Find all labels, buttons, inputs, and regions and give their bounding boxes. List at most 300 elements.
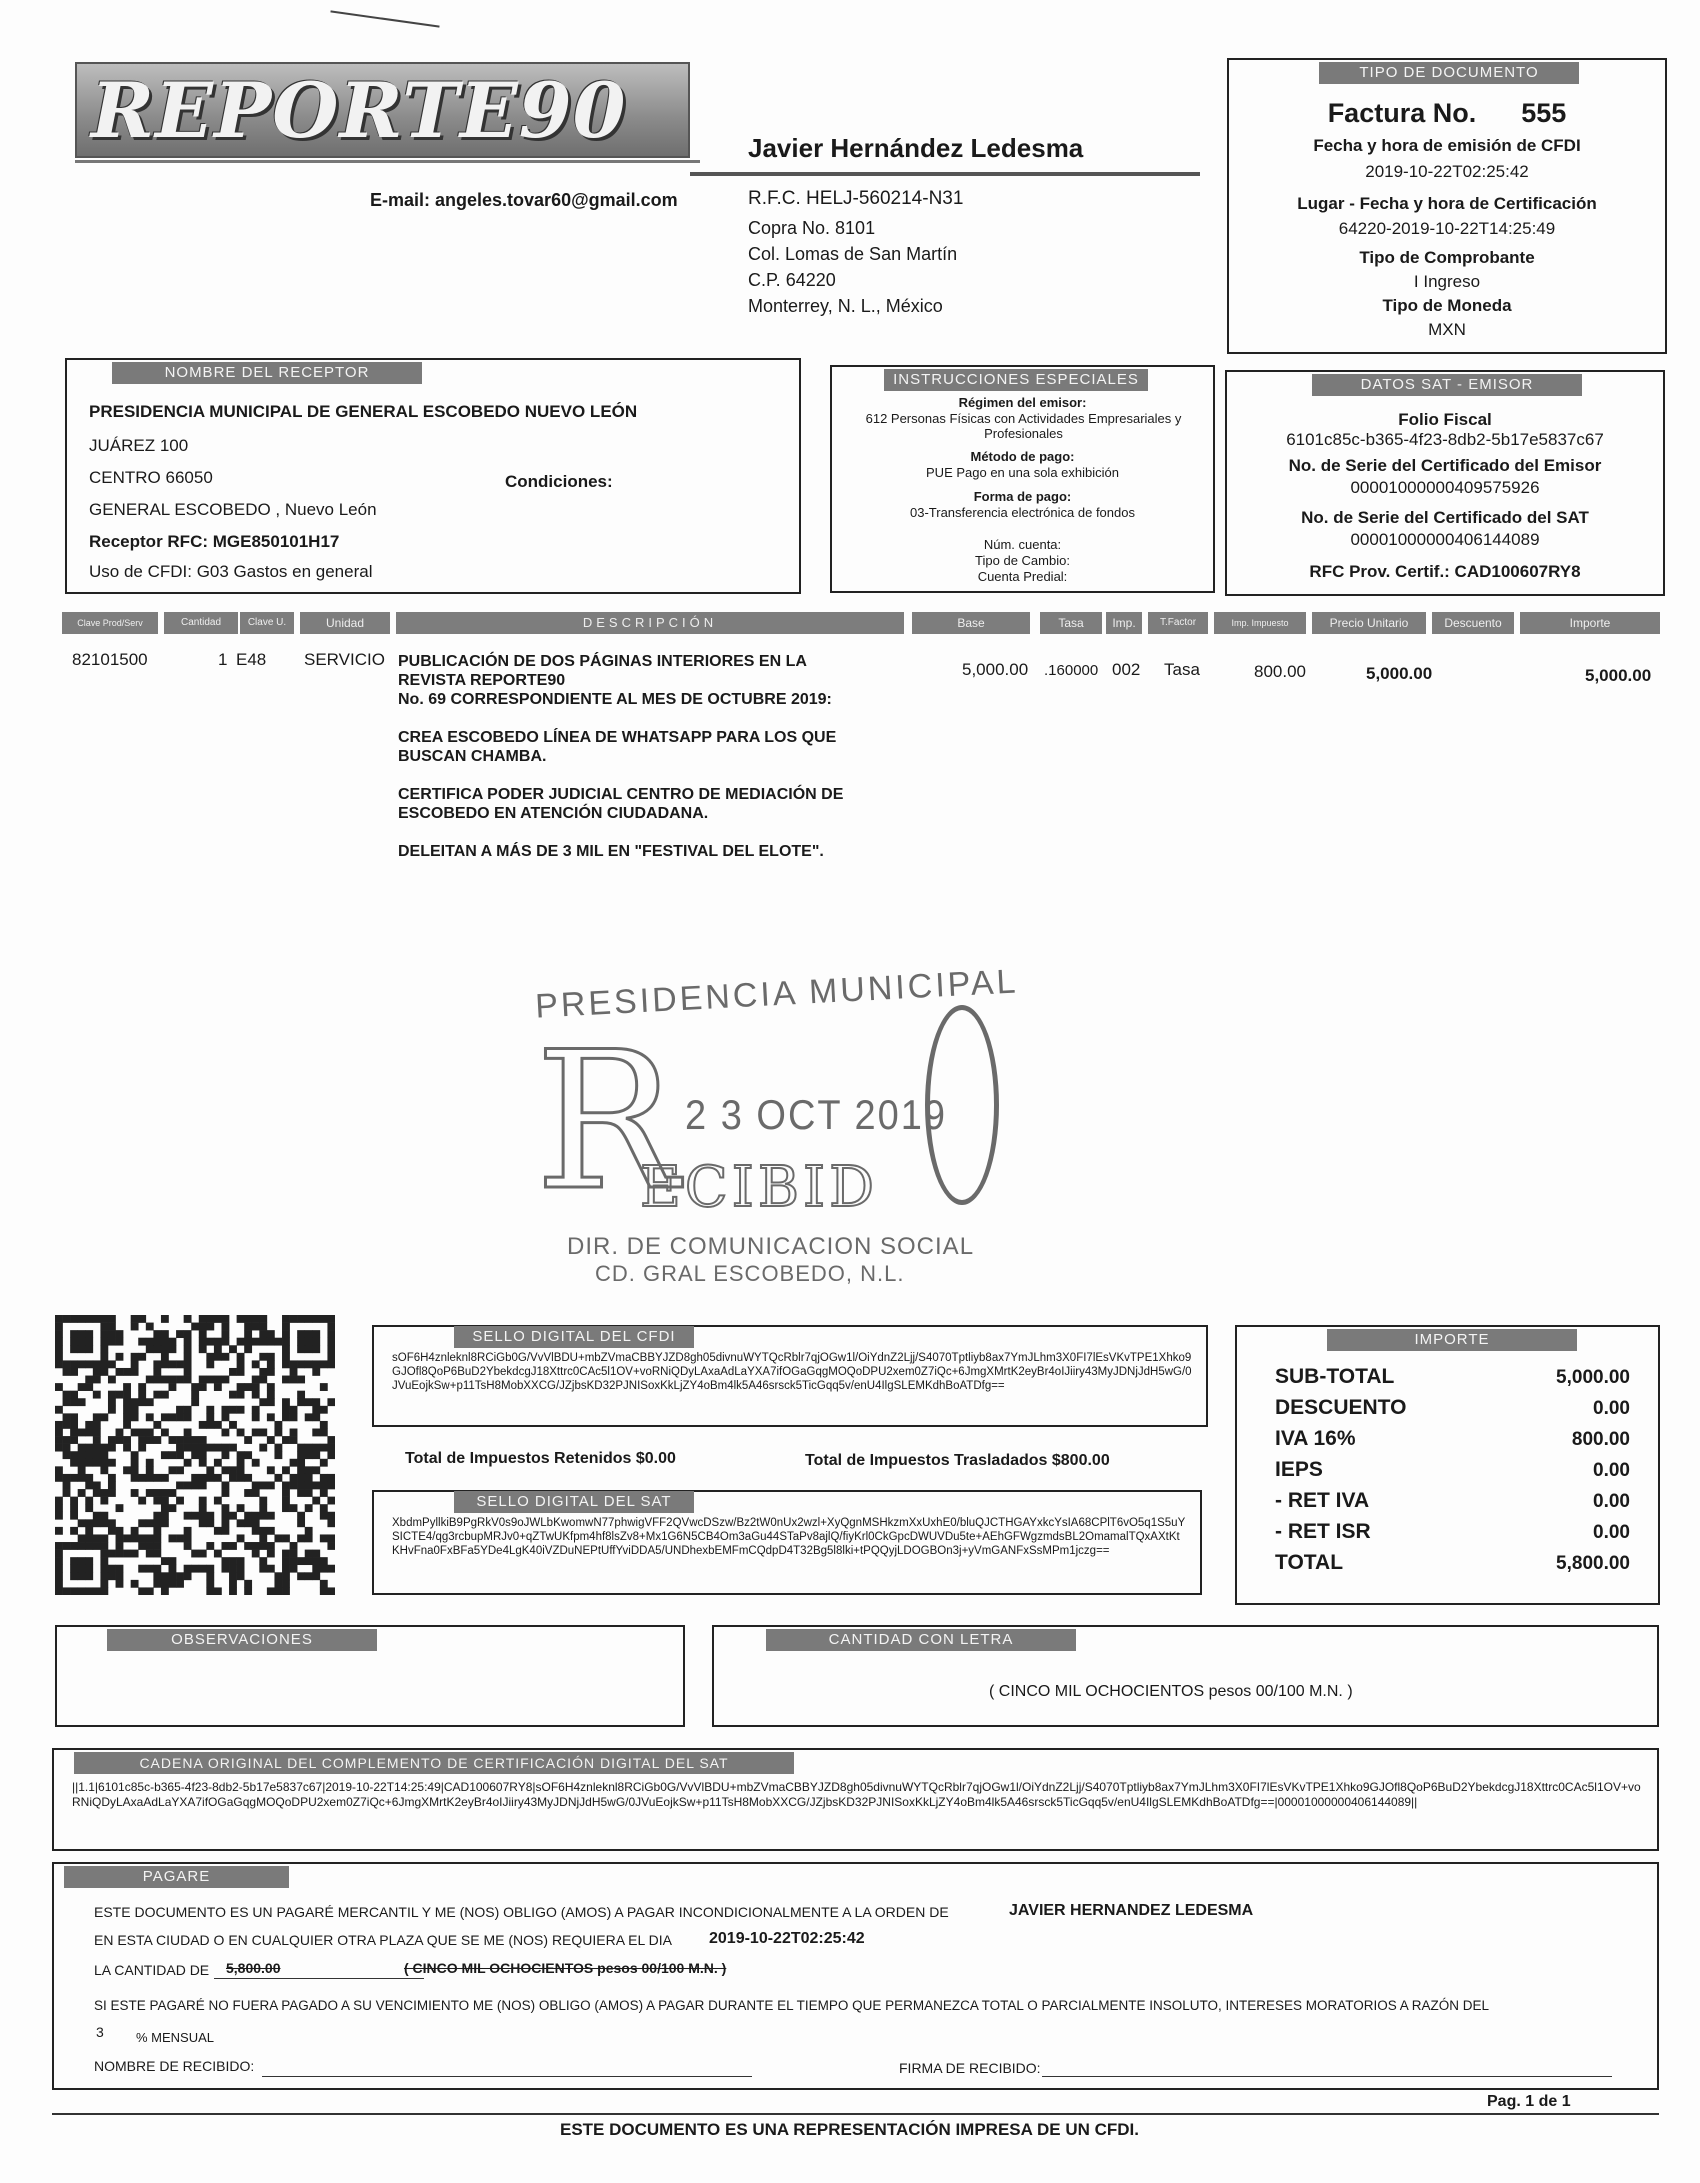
qr-module xyxy=(63,1444,71,1452)
qr-module xyxy=(55,1360,63,1368)
qr-module xyxy=(108,1444,116,1452)
qr-module xyxy=(214,1527,222,1535)
qr-module xyxy=(85,1481,93,1489)
qr-module xyxy=(244,1436,252,1444)
cell-clave: 82101500 xyxy=(72,650,148,669)
qr-module xyxy=(327,1338,335,1346)
qr-module xyxy=(108,1565,116,1573)
received-stamp xyxy=(525,962,1025,1315)
qr-module xyxy=(282,1330,290,1338)
qr-module xyxy=(85,1383,93,1391)
sat-header: DATOS SAT - EMISOR xyxy=(1312,374,1582,396)
cell-desc xyxy=(398,652,918,861)
qr-module xyxy=(320,1360,328,1368)
qr-module xyxy=(320,1429,328,1437)
qr-module xyxy=(312,1315,320,1323)
qr-module xyxy=(93,1451,101,1459)
desc-line-6: CERTIFICA PODER JUDICIAL CENTRO DE MEDIACIÓN DE xyxy=(398,786,844,803)
qr-module xyxy=(244,1315,252,1323)
qr-module xyxy=(229,1406,237,1414)
qr-module xyxy=(199,1376,207,1384)
qr-module xyxy=(55,1315,63,1323)
qr-module xyxy=(100,1542,108,1550)
cell-base: 5,000.00 xyxy=(962,660,1029,679)
qr-module xyxy=(259,1444,267,1452)
qr-module xyxy=(267,1391,275,1399)
qr-module xyxy=(78,1466,86,1474)
qr-module xyxy=(85,1587,93,1595)
qr-module xyxy=(169,1504,177,1512)
qr-module xyxy=(85,1565,93,1573)
forma-label: Forma de pago: xyxy=(973,489,1072,504)
qr-module xyxy=(93,1512,101,1520)
qr-module xyxy=(184,1330,192,1338)
qr-module xyxy=(63,1360,71,1368)
qr-module xyxy=(259,1527,267,1535)
qr-module xyxy=(312,1330,320,1338)
qr-module xyxy=(282,1504,290,1512)
issuer-underline xyxy=(690,172,1200,176)
qr-module xyxy=(237,1338,245,1346)
qr-module xyxy=(244,1474,252,1482)
qr-module xyxy=(282,1353,290,1361)
qr-module xyxy=(138,1353,146,1361)
cell-precio: 5,000.00 xyxy=(1366,664,1433,683)
qr-module xyxy=(108,1338,116,1346)
importe-label: SUB-TOTAL xyxy=(1275,1365,1395,1388)
sello-sat-value: XbdmPyllkiB9PgRkV0s9oJWLbKwomwN77phwigVFF2QVwcDSzw/Bz2tW0nUx2wzl+XyQgnMSHkzmXxUxhE0/bluQJCTHGAYxkcYsIA68CPlT6vO5q1S5uYSICTE4/qg3rcbupMRJv0+qZTwUKfpm4hf8lsZv8+Mx1G6N5CB4Om3aGu44STaPv8ajlQ/fiyKrl0CkGpcDWUVDu5te+AEhGFWgzmdsBL2OmamalTQxAXtKtKHvFna0FxBFa5YDe4LgK40iVZDuNEPtUffYviDDA5/UNDhexbEMFmCQdpD4T32Bg5l8lki+tPQQyjLDOGBOn3j+yVmGANFxSsMPm1jczg== xyxy=(392,1517,1186,1557)
qr-module xyxy=(206,1587,214,1595)
qr-module xyxy=(93,1315,101,1323)
qr-module xyxy=(70,1512,78,1520)
qr-module xyxy=(229,1512,237,1520)
qr-module xyxy=(161,1451,169,1459)
serie-sat-value: 00001000000406144089 xyxy=(1350,530,1540,549)
qr-module xyxy=(282,1315,290,1323)
col-imp: Imp. xyxy=(1106,612,1142,634)
qr-module xyxy=(305,1338,313,1346)
qr-module xyxy=(55,1330,63,1338)
qr-module xyxy=(327,1315,335,1323)
qr-module xyxy=(320,1489,328,1497)
qr-module xyxy=(214,1587,222,1595)
qr-module xyxy=(146,1436,154,1444)
receptor-condiciones: Condiciones: xyxy=(505,472,613,491)
qr-module xyxy=(85,1572,93,1580)
importe-label: DESCUENTO xyxy=(1275,1396,1407,1419)
qr-module xyxy=(327,1534,335,1542)
qr-module xyxy=(199,1436,207,1444)
qr-module xyxy=(131,1527,139,1535)
qr-module xyxy=(199,1345,207,1353)
qr-module xyxy=(244,1519,252,1527)
pagare-header: PAGARE xyxy=(64,1866,289,1888)
qr-module xyxy=(320,1512,328,1520)
qr-module xyxy=(116,1330,124,1338)
desc-line-2: REVISTA REPORTE90 xyxy=(398,672,566,689)
sello-cfdi-value: sOF6H4znleknl8RCiGb0G/VvVlBDU+mbZVmaCBBYJZD8gh05divnuWYTQcRblr7qjOGw1l/OiYdnZ2Ljj/S4070Tptliyb8ax7YmJLhm3X0FI7lEsVKvTPE1Xhko9GJOfl8QoP6BuD2YbekdcgJ18Xttrc0CAc5l1OV+voRNiQDyLAxaAdLaYXA7ifOGaGqgMOQoDPU2xem0Z7iQc+6JmgXMrtK2eyBr4oIJiiry43MyJDNjJdH5wG/0JVuEojkSw+p11TsH8MobXXCG/JZjbsKD32PJNISoxKkLjZY4oBm4lk5A46srsck5TicGqq5v/enU4IlgSLEMKdhBoATDfg== xyxy=(392,1352,1192,1392)
qr-module xyxy=(221,1557,229,1565)
metodo-value: PUE Pago en una sola exhibición xyxy=(926,465,1119,480)
qr-module xyxy=(229,1391,237,1399)
qr-module xyxy=(100,1451,108,1459)
qr-module xyxy=(191,1550,199,1558)
qr-module xyxy=(55,1527,63,1535)
qr-module xyxy=(161,1345,169,1353)
qr-module xyxy=(55,1572,63,1580)
qr-module xyxy=(184,1345,192,1353)
qr-module xyxy=(78,1474,86,1482)
qr-module xyxy=(327,1512,335,1520)
qr-module xyxy=(252,1315,260,1323)
qr-module xyxy=(237,1353,245,1361)
qr-module xyxy=(237,1360,245,1368)
qr-module xyxy=(191,1474,199,1482)
qr-module xyxy=(237,1315,245,1323)
qr-module xyxy=(184,1565,192,1573)
qr-module xyxy=(199,1481,207,1489)
col-tasa: Tasa xyxy=(1040,612,1102,634)
qr-module xyxy=(252,1481,260,1489)
qr-module xyxy=(206,1519,214,1527)
qr-module xyxy=(259,1429,267,1437)
stamp-recibido: ECIBID xyxy=(640,1155,879,1220)
qr-module xyxy=(131,1406,139,1414)
qr-module xyxy=(93,1436,101,1444)
qr-module xyxy=(63,1391,71,1399)
cell-unidad: SERVICIO xyxy=(304,650,385,669)
qr-module xyxy=(146,1376,154,1384)
qr-module xyxy=(252,1383,260,1391)
qr-module xyxy=(221,1527,229,1535)
qr-module xyxy=(282,1338,290,1346)
qr-module xyxy=(184,1353,192,1361)
qr-module xyxy=(55,1587,63,1595)
qr-module xyxy=(176,1451,184,1459)
qr-module xyxy=(221,1451,229,1459)
qr-module xyxy=(108,1489,116,1497)
qr-module xyxy=(138,1398,146,1406)
instrucciones-box xyxy=(830,365,1215,593)
qr-module xyxy=(138,1429,146,1437)
qr-module xyxy=(252,1360,260,1368)
qr-module xyxy=(199,1315,207,1323)
logo xyxy=(75,62,690,158)
qr-module xyxy=(78,1338,86,1346)
logo-text: REPORTE90 xyxy=(91,66,627,155)
qr-module xyxy=(70,1572,78,1580)
qr-module xyxy=(161,1512,169,1520)
qr-module xyxy=(108,1398,116,1406)
qr-module xyxy=(214,1550,222,1558)
doc-type-box xyxy=(1227,58,1667,354)
pagare-firma-line xyxy=(1042,2076,1612,2077)
qr-module xyxy=(312,1557,320,1565)
qr-module xyxy=(93,1413,101,1421)
qr-module xyxy=(297,1315,305,1323)
qr-module xyxy=(153,1512,161,1520)
receptor-box xyxy=(65,358,801,594)
qr-module xyxy=(229,1572,237,1580)
qr-module xyxy=(305,1572,313,1580)
qr-module xyxy=(93,1391,101,1399)
qr-module xyxy=(78,1330,86,1338)
qr-module xyxy=(55,1444,63,1452)
qr-module xyxy=(252,1512,260,1520)
qr-module xyxy=(327,1444,335,1452)
qr-module xyxy=(131,1451,139,1459)
qr-module xyxy=(176,1572,184,1580)
qr-module xyxy=(229,1421,237,1429)
qr-module xyxy=(297,1512,305,1520)
qr-module xyxy=(55,1580,63,1588)
qr-module xyxy=(108,1315,116,1323)
qr-module xyxy=(108,1406,116,1414)
qr-module xyxy=(312,1338,320,1346)
qr-module xyxy=(237,1466,245,1474)
observaciones-box xyxy=(55,1625,685,1727)
qr-module xyxy=(206,1406,214,1414)
qr-module xyxy=(169,1436,177,1444)
qr-module xyxy=(327,1497,335,1505)
qr-module xyxy=(297,1330,305,1338)
qr-module xyxy=(93,1587,101,1595)
qr-module xyxy=(259,1504,267,1512)
qr-module xyxy=(199,1338,207,1346)
qr-module xyxy=(214,1315,222,1323)
qr-module xyxy=(184,1542,192,1550)
qr-module xyxy=(221,1338,229,1346)
col-unidad: Unidad xyxy=(300,612,390,634)
qr-module xyxy=(267,1527,275,1535)
stamp-big-o xyxy=(925,1005,999,1205)
qr-module xyxy=(55,1429,63,1437)
qr-module xyxy=(100,1534,108,1542)
qr-module xyxy=(123,1534,131,1542)
qr-module xyxy=(169,1534,177,1542)
col-descuento: Descuento xyxy=(1432,612,1514,634)
qr-module xyxy=(252,1338,260,1346)
qr-module xyxy=(153,1368,161,1376)
importe-value: 800.00 xyxy=(1571,1429,1630,1450)
qr-module xyxy=(146,1550,154,1558)
issuer-email: E-mail: angeles.tovar60@gmail.com xyxy=(370,190,678,210)
qr-module xyxy=(55,1466,63,1474)
qr-module xyxy=(85,1338,93,1346)
qr-module xyxy=(78,1534,86,1542)
qr-module xyxy=(320,1557,328,1565)
rfc-prov: RFC Prov. Certif.: CAD100607RY8 xyxy=(1309,562,1581,581)
qr-module xyxy=(297,1572,305,1580)
qr-module xyxy=(199,1565,207,1573)
qr-module xyxy=(244,1587,252,1595)
qr-module xyxy=(206,1421,214,1429)
qr-module xyxy=(93,1444,101,1452)
qr-module xyxy=(237,1383,245,1391)
qr-module xyxy=(85,1504,93,1512)
qr-module xyxy=(123,1550,131,1558)
folio-value: 6101c85c-b365-4f23-8db2-5b17e5837c67 xyxy=(1286,430,1604,449)
comprobante-value: I Ingreso xyxy=(1413,272,1481,291)
qr-module xyxy=(312,1406,320,1414)
qr-module xyxy=(63,1542,71,1550)
qr-module xyxy=(100,1519,108,1527)
qr-module xyxy=(221,1512,229,1520)
qr-module xyxy=(290,1376,298,1384)
qr-module xyxy=(312,1565,320,1573)
qr-module xyxy=(176,1413,184,1421)
qr-module xyxy=(320,1406,328,1414)
qr-module xyxy=(70,1391,78,1399)
qr-module xyxy=(267,1436,275,1444)
qr-module xyxy=(282,1550,290,1558)
cell-tfactor: Tasa xyxy=(1164,660,1200,679)
qr-module xyxy=(297,1534,305,1542)
cert-label: Lugar - Fecha y hora de Certificación xyxy=(1297,194,1597,213)
cert-value: 64220-2019-10-22T14:25:49 xyxy=(1338,219,1556,238)
qr-module xyxy=(100,1557,108,1565)
qr-module xyxy=(176,1444,184,1452)
qr-module xyxy=(78,1345,86,1353)
qr-module xyxy=(123,1398,131,1406)
qr-module xyxy=(327,1360,335,1368)
qr-module xyxy=(214,1444,222,1452)
qr-module xyxy=(244,1330,252,1338)
qr-module xyxy=(100,1413,108,1421)
qr-module xyxy=(259,1512,267,1520)
qr-module xyxy=(153,1572,161,1580)
qr-module xyxy=(131,1368,139,1376)
qr-module xyxy=(290,1550,298,1558)
qr-module xyxy=(70,1557,78,1565)
qr-module xyxy=(55,1383,63,1391)
qr-module xyxy=(146,1413,154,1421)
qr-module xyxy=(191,1481,199,1489)
qr-module xyxy=(93,1534,101,1542)
qr-module xyxy=(169,1338,177,1346)
qr-module xyxy=(161,1572,169,1580)
qr-module xyxy=(153,1421,161,1429)
qr-module xyxy=(282,1557,290,1565)
qr-module xyxy=(161,1519,169,1527)
qr-module xyxy=(206,1580,214,1588)
qr-module xyxy=(282,1580,290,1588)
col-importe: Importe xyxy=(1520,612,1660,634)
qr-module xyxy=(267,1338,275,1346)
logo-stroke xyxy=(330,10,439,27)
qr-module xyxy=(327,1542,335,1550)
qr-module xyxy=(123,1383,131,1391)
qr-module xyxy=(327,1330,335,1338)
instrucciones-header: INSTRUCCIONES ESPECIALES xyxy=(884,369,1148,391)
qr-module xyxy=(297,1474,305,1482)
qr-module xyxy=(70,1436,78,1444)
qr-module xyxy=(259,1534,267,1542)
qr-module xyxy=(176,1360,184,1368)
qr-module xyxy=(214,1376,222,1384)
qr-module xyxy=(312,1481,320,1489)
qr-module xyxy=(161,1489,169,1497)
receptor-header: NOMBRE DEL RECEPTOR xyxy=(112,362,422,384)
qr-module xyxy=(85,1459,93,1467)
qr-module xyxy=(70,1451,78,1459)
qr-module xyxy=(221,1489,229,1497)
qr-module xyxy=(305,1345,313,1353)
qr-module xyxy=(221,1406,229,1414)
qr-module xyxy=(214,1474,222,1482)
qr-module xyxy=(161,1315,169,1323)
qr-module xyxy=(70,1330,78,1338)
qr-module xyxy=(199,1519,207,1527)
qr-module xyxy=(320,1383,328,1391)
qr-module xyxy=(199,1383,207,1391)
doc-type-header: TIPO DE DOCUMENTO xyxy=(1319,62,1579,84)
qr-module xyxy=(78,1489,86,1497)
serie-sat-label: No. de Serie del Certificado del SAT xyxy=(1301,508,1589,527)
qr-module xyxy=(100,1315,108,1323)
qr-module xyxy=(70,1368,78,1376)
qr-module xyxy=(153,1436,161,1444)
issuer-rfc: R.F.C. HELJ-560214-N31 xyxy=(748,188,964,209)
qr-module xyxy=(123,1406,131,1414)
issuer-address-2: Col. Lomas de San Martín xyxy=(748,244,958,264)
qr-module xyxy=(297,1459,305,1467)
qr-module xyxy=(138,1534,146,1542)
qr-module xyxy=(320,1474,328,1482)
qr-module xyxy=(131,1398,139,1406)
qr-module xyxy=(138,1338,146,1346)
qr-module xyxy=(78,1542,86,1550)
qr-module xyxy=(237,1572,245,1580)
qr-module xyxy=(176,1580,184,1588)
qr-module xyxy=(290,1315,298,1323)
qr-module xyxy=(108,1323,116,1331)
col-precio: Precio Unitario xyxy=(1312,612,1426,634)
qr-module xyxy=(146,1338,154,1346)
qr-module xyxy=(153,1497,161,1505)
qr-module xyxy=(70,1338,78,1346)
qr-module xyxy=(93,1360,101,1368)
emission-value: 2019-10-22T02:25:42 xyxy=(1365,162,1529,181)
qr-module xyxy=(290,1474,298,1482)
qr-module xyxy=(274,1474,282,1482)
qr-module xyxy=(199,1474,207,1482)
qr-module xyxy=(161,1360,169,1368)
qr-module xyxy=(206,1444,214,1452)
qr-module xyxy=(116,1338,124,1346)
qr-module xyxy=(305,1466,313,1474)
qr-module xyxy=(70,1459,78,1467)
qr-module xyxy=(244,1542,252,1550)
qr-module xyxy=(297,1466,305,1474)
qr-module xyxy=(85,1557,93,1565)
qr-module xyxy=(229,1474,237,1482)
qr-module xyxy=(297,1519,305,1527)
qr-module xyxy=(153,1580,161,1588)
qr-module xyxy=(320,1459,328,1467)
qr-module xyxy=(116,1565,124,1573)
qr-module xyxy=(85,1444,93,1452)
qr-module xyxy=(78,1557,86,1565)
sat-box xyxy=(1225,370,1665,596)
qr-module xyxy=(131,1550,139,1558)
qr-module xyxy=(161,1474,169,1482)
pagare-line1: ESTE DOCUMENTO ES UN PAGARÉ MERCANTIL Y ME (NOS) OBLIGO (AMOS) A PAGAR INCONDICIONALMENTE A LA ORDEN DE xyxy=(94,1904,949,1920)
qr-module xyxy=(78,1587,86,1595)
qr-module xyxy=(259,1565,267,1573)
qr-module xyxy=(274,1338,282,1346)
qr-module xyxy=(131,1315,139,1323)
